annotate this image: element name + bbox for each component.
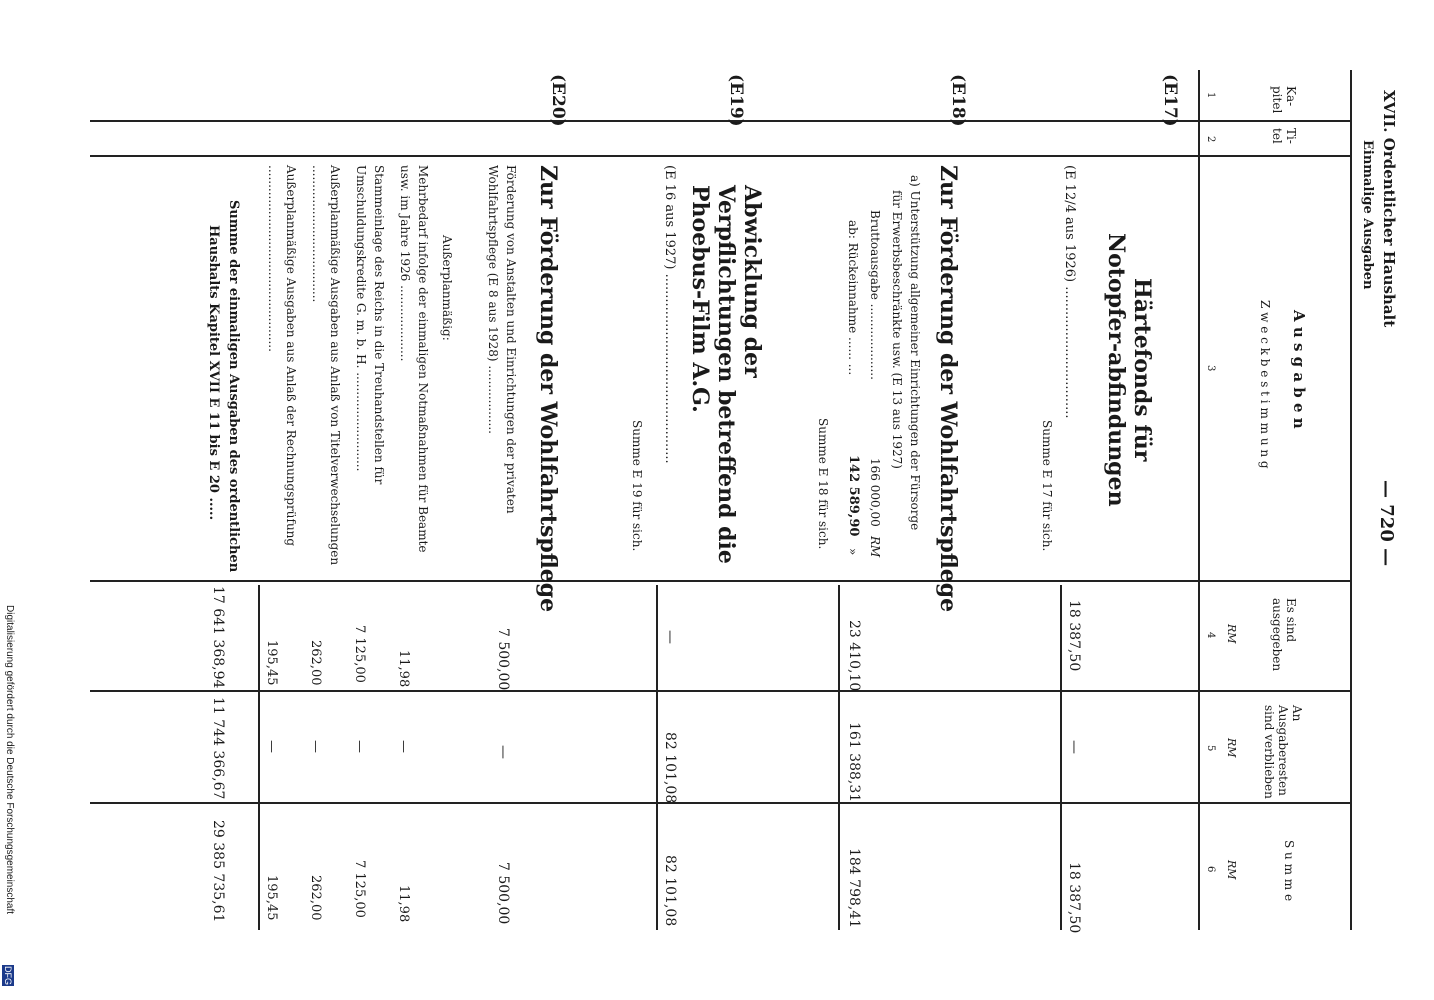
total-c4: 17 641 368,94 bbox=[210, 586, 226, 689]
unit-c6: RM bbox=[1225, 860, 1238, 880]
row-sum-e17: Summe E 17 für sich. bbox=[1040, 420, 1054, 552]
e20-c4-1: 7 500,00 bbox=[495, 628, 511, 691]
e20-item-1-c6: 11,98 bbox=[396, 885, 411, 923]
rule-top bbox=[1350, 70, 1352, 930]
row-mark-e20: (E20) bbox=[548, 74, 568, 127]
row-line-e20-2: Wohlfahrtspflege (E 8 aus 1928) .................. bbox=[486, 165, 500, 434]
e20-item-2-c6: 7 125,00 bbox=[352, 860, 367, 918]
col-head-summe: S u m m e bbox=[1282, 840, 1296, 902]
dfg-logo: DFG bbox=[3, 966, 13, 985]
e20-item-4-c5: — bbox=[264, 740, 279, 753]
rule-col2 bbox=[90, 155, 1352, 157]
col-num-6: 6 bbox=[1205, 866, 1216, 873]
col-num-4: 4 bbox=[1205, 632, 1216, 639]
rule-e18 bbox=[838, 585, 840, 930]
e20-item-3-c5: — bbox=[308, 740, 323, 753]
e20-item-3-c4: 262,00 bbox=[308, 640, 323, 686]
row-title-e17: Härtefonds für Notopfer-abfindungen bbox=[1103, 233, 1155, 507]
e20-c6-1: 7 500,00 bbox=[495, 862, 511, 925]
page-subtitle: Einmalige Ausgaben bbox=[1360, 140, 1375, 290]
col-head-ausgaben: A u s g a b e n bbox=[1290, 310, 1308, 429]
rule-header bbox=[1198, 70, 1200, 930]
row-mark-e18: (E18) bbox=[948, 74, 968, 127]
col-head-ausgegeben: Es sind ausgegeben bbox=[1270, 598, 1298, 672]
col-head-zweck: Z w e c k b e s t i m m u n g bbox=[1258, 300, 1272, 469]
col-head-kapitel: Ka- pitel bbox=[1270, 86, 1298, 114]
rule-e19 bbox=[656, 585, 658, 930]
rule-e20 bbox=[258, 585, 260, 930]
row-line-e17: (E 12/4 aus 1926) ................................ bbox=[1062, 165, 1077, 419]
row-line-e20-1: Förderung von Anstalten und Einrichtungen der privaten bbox=[504, 165, 518, 514]
page-title: XVII. Ordentlicher Haushalt bbox=[1380, 90, 1398, 328]
e20-item-1-c5: — bbox=[396, 740, 411, 753]
e20-item-4-c6: 195,45 bbox=[264, 875, 279, 921]
row-title-e18: Zur Förderung der Wohlfahrtspflege bbox=[935, 165, 961, 613]
row-sum-e18: Summe E 18 für sich. bbox=[816, 418, 830, 550]
e18-c6: 184 798,41 bbox=[846, 848, 862, 929]
e17-c4: 18 387,50 bbox=[1066, 600, 1082, 672]
e18-rueck-unit: » bbox=[846, 548, 860, 556]
e20-item-1-text: Mehrbedarf infolge der einmaligen Notmaßnahmen für Beamte usw. im Jahre 1926 .................... bbox=[398, 165, 430, 553]
e18-brutto-label: Bruttoausgabe .................... bbox=[868, 210, 882, 380]
e20-item-3-text: Außerplanmäßige Ausgaben aus Anlaß von Titelverwechselungen .................................... bbox=[310, 165, 342, 566]
row-title-e20: Zur Förderung der Wohlfahrtspflege bbox=[535, 165, 561, 613]
e17-c5: — bbox=[1066, 740, 1082, 754]
e19-c4: — bbox=[662, 630, 678, 644]
row-mark-e19: (E19) bbox=[726, 74, 746, 127]
rule-col4 bbox=[90, 690, 1352, 692]
page-number: — 720 — bbox=[1376, 480, 1397, 567]
total-label-1: Summe der einmaligen Ausgaben des ordentlichen bbox=[226, 200, 241, 573]
col-num-2: 2 bbox=[1205, 136, 1216, 143]
e20-item-2-c5: — bbox=[352, 740, 367, 753]
e20-c5-1: — bbox=[495, 745, 511, 759]
total-c5: 11 744 366,67 bbox=[210, 697, 226, 800]
row-mark-e17: (E17) bbox=[1160, 74, 1180, 127]
e17-c6: 18 387,50 bbox=[1066, 862, 1082, 934]
e20-item-4-c4: 195,45 bbox=[264, 640, 279, 686]
e20-item-1-c4: 11,98 bbox=[396, 650, 411, 688]
total-c6: 29 385 735,61 bbox=[210, 820, 226, 923]
e20-item-4-text: Außerplanmäßige Ausgaben aus Anlaß der Rechnungsprüfung ................................................. bbox=[266, 165, 298, 547]
e20-item-2-c4: 7 125,00 bbox=[352, 625, 367, 683]
e18-brutto-value: 166 000,00 bbox=[868, 458, 882, 527]
row-line-e18-a2: für Erwerbsbeschränkte usw. (E 13 aus 1927) bbox=[890, 190, 904, 469]
col-head-titel: Ti- tel bbox=[1270, 128, 1298, 144]
e18-c5: 161 388,31 bbox=[846, 722, 862, 803]
dfg-note: Digitalisierung gefördert durch die Deutsche Forschungsgemeinschaft bbox=[4, 605, 15, 915]
row-sum-e19: Summe E 19 für sich. bbox=[630, 420, 644, 552]
e18-brutto-unit: RM bbox=[868, 536, 882, 558]
total-label-2: Haushalts Kapitel XVII E 11 bis E 20 ..... bbox=[206, 225, 221, 521]
e20-item-3-c6: 262,00 bbox=[308, 875, 323, 921]
rule-col5 bbox=[90, 802, 1352, 804]
col-num-1: 1 bbox=[1205, 92, 1216, 99]
row-title-e19: Abwicklung der Verpflichtungen betreffend die Phoebus-Film A.G. bbox=[687, 185, 765, 564]
rule-col3 bbox=[90, 580, 1352, 582]
col-head-ausgabereste: An Ausgaberesten sind verblieben bbox=[1262, 705, 1304, 799]
e18-rueck-value: 142 589,90 bbox=[846, 455, 861, 537]
rule-e17 bbox=[1060, 585, 1062, 930]
e20-item-2-text: Stammeinlage des Reichs in die Treuhandstellen für Umschuldungskredite G. m. b. H. .......................... bbox=[354, 165, 386, 485]
unit-c5: RM bbox=[1225, 738, 1238, 758]
e19-c5: 82 101,08 bbox=[662, 732, 678, 804]
e18-c4: 23 410,10 bbox=[846, 620, 862, 692]
col-num-3: 3 bbox=[1205, 365, 1216, 372]
e19-c6: 82 101,08 bbox=[662, 855, 678, 927]
e20-ausserplan: Außerplanmäßig: bbox=[440, 235, 454, 341]
row-line-e19: (E 16 aus 1927) .............................................. bbox=[662, 165, 677, 464]
col-num-5: 5 bbox=[1205, 745, 1216, 752]
unit-c4: RM bbox=[1225, 624, 1238, 644]
row-line-e18-a1: a) Unterstützung allgemeiner Einrichtungen der Fürsorge bbox=[908, 175, 922, 531]
e18-rueck-label: ab: Rückeinnahme ...... ... bbox=[846, 220, 860, 376]
